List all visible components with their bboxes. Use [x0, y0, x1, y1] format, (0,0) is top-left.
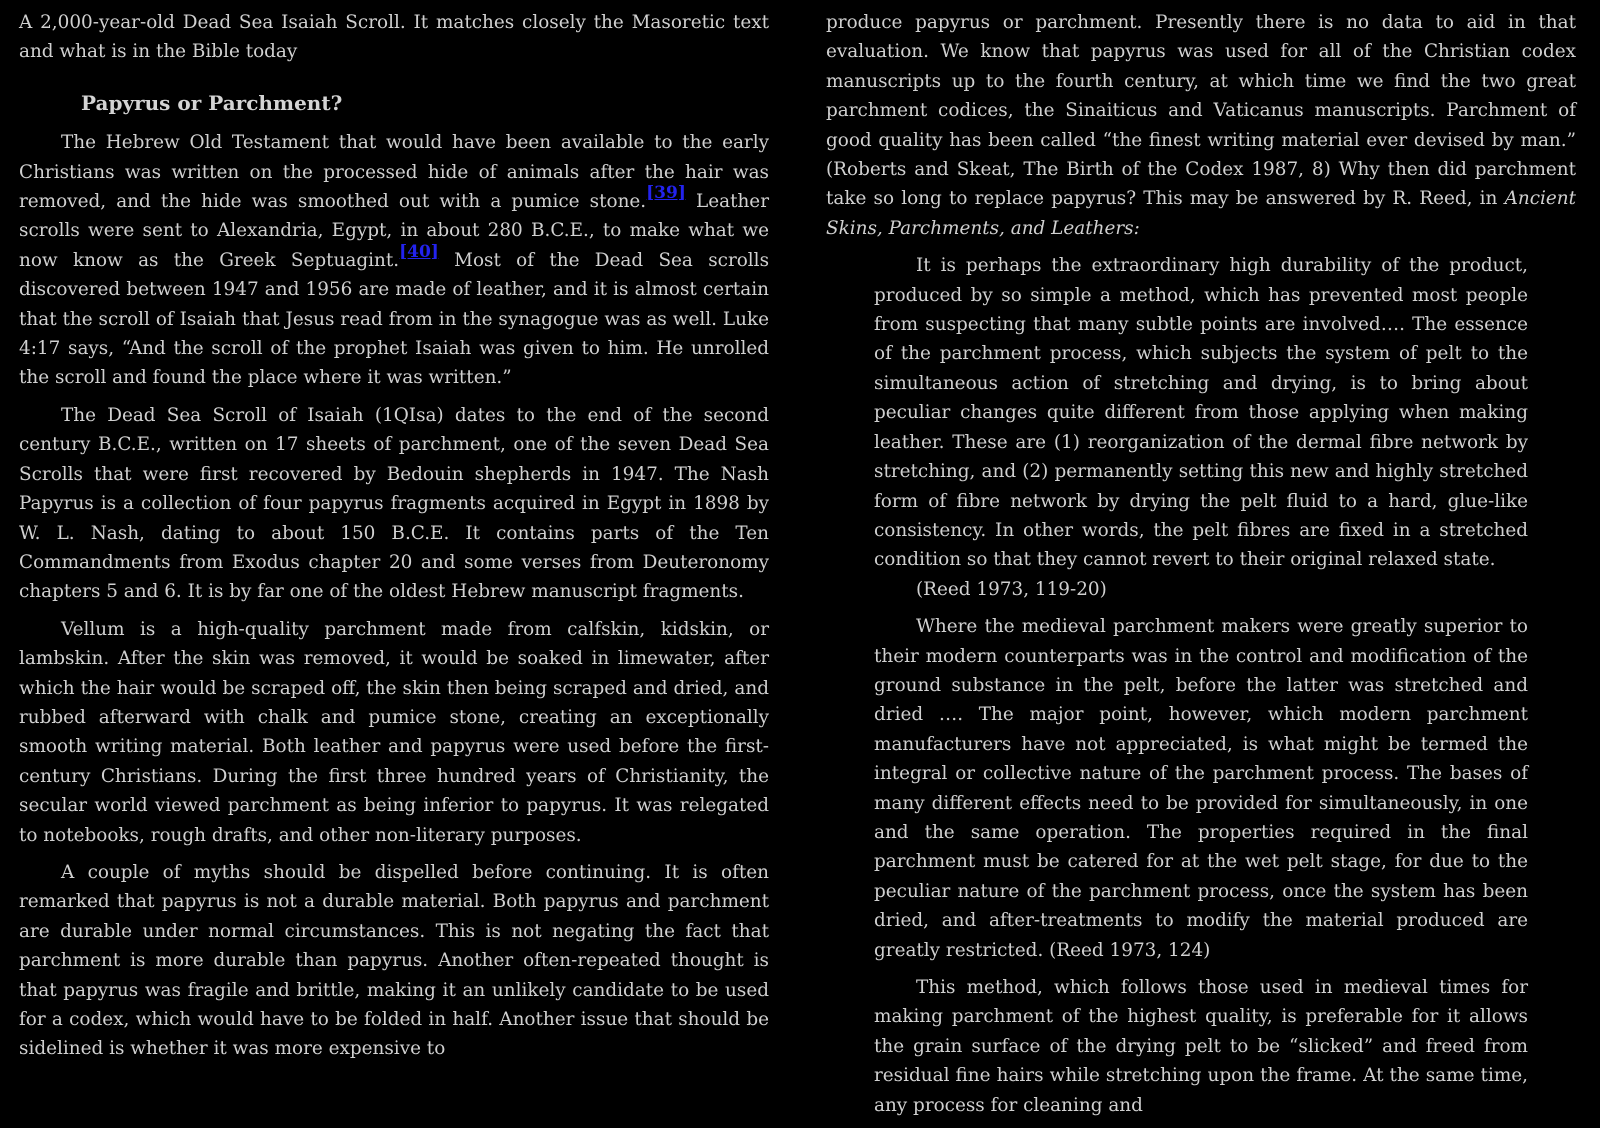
quote-paragraph: This method, which follows those used in medieval times for making parchment of the highest quality, is preferable for it allows the grain surface of the drying pelt to be “slicked” and freed from residual fine hairs while stretching upon the frame. At the same time, any process for cleaning and: [874, 977, 1528, 1116]
paragraph-text: Most of the Dead Sea scrolls discovered between 1947 and 1956 are made of leather, and it is almost certain that the scroll of Isaiah that Jesus read from in the synagogue was as well. Luke 4:17 says, “And the scroll of the prophet Isaiah was given to him. He unrolled the scroll and found the place where it was written.”: [19, 249, 770, 389]
quote-citation: (Reed 1973, 119-20): [916, 578, 1107, 600]
quote-citation: (Reed 1973, 124): [1043, 939, 1211, 961]
book-title: Ancient Skins, Parchments, and Leathers:: [826, 188, 1576, 239]
paragraph: Vellum is a high-quality parchment made from calfskin, kidskin, or lambskin. After the skin was removed, it would be soaked in limewater, after which the hair would be scraped off, the skin then being scraped and dried, and rubbed afterward with chalk and pumice stone, creating an exceptionally smooth writing material. Both leather and papyrus were used before the first-century Christians. During the first three hundred years of Christianity, the secular world viewed parchment as being inferior to papyrus. It was relegated to notebooks, rough drafts, and other non-literary purposes.: [19, 618, 769, 846]
right-column: [826, 8, 1576, 1128]
paragraph: [826, 8, 1576, 243]
left-column: [19, 8, 769, 1072]
quote-paragraph: [874, 251, 1528, 604]
paragraph: A couple of myths should be dispelled before continuing. It is often remarked that papyrus is not a durable material. Both papyrus and parchment are durable under normal circumstances. This is not negating the fact that parchment is more durable than papyrus. Another often-repeated thought is that papyrus was fragile and brittle, making it an unlikely candidate to be used for a codex, which would have to be folded in half. Another issue that should be sidelined is whether it was more expensive to: [19, 861, 769, 1060]
block-quote: [874, 251, 1528, 1120]
footnote-link-39[interactable]: [39]: [646, 183, 686, 204]
section-heading: Papyrus or Parchment?: [81, 90, 343, 115]
paragraph-text: produce papyrus or parchment. Presently there is no data to aid in that evaluation. We know that papyrus was used for all of the Christian codex manuscripts up to the fourth century, at which time we find the two great parchment codices, the Sinaiticus and Vaticanus manuscripts. Parchment of good quality has been called “the finest writing material ever devised by man.” (Roberts and Skeat, The Birth of the Codex 1987, 8) Why then did parchment take so long to replace papyrus? This may be answered by R. Reed, in: [826, 12, 1576, 210]
quote-text: It is perhaps the extraordinary high durability of the product, produced by so simple a method, which has prevented most people from suspecting that many subtle points are involved…. The essence of the parchment process, which subjects the system of pelt to the simultaneous action of stretching and drying, is to bring about peculiar changes quite different from those applying when making leather. These are (1) reorganization of the dermal fibre network by stretching, and (2) permanently setting this new and highly stretched form of fibre network by drying the pelt fluid to a hard, glue-like consistency. In other words, the pelt fibres are fixed in a stretched condition so that they cannot revert to their original relaxed state.: [874, 255, 1528, 571]
quote-text: Where the medieval parchment makers were greatly superior to their modern counterparts was in the control and modification of the ground substance in the pelt, before the latter was stretched and dried …. The major point, however, which modern parchment manufacturers have not appreciated, is what might be termed the integral or collective nature of the parchment process. The bases of many different effects need to be provided for simultaneously, in one and the same operation. The properties required in the final parchment must be catered for at the wet pelt stage, for due to the peculiar nature of the parchment process, once the system has been dried, and after-treatments to modify the material produced are greatly restricted.: [874, 616, 1528, 961]
paragraph-text: The Hebrew Old Testament that would have been available to the early Christians was written on the processed hide of animals after the hair was removed, and the hide was smoothed out with a pumice stone.: [19, 132, 769, 213]
paragraph: The Dead Sea Scroll of Isaiah (1QIsa) dates to the end of the second century B.C.E., written on 17 sheets of parchment, one of the seven Dead Sea Scrolls that were first recovered by Bedouin shepherds in 1947. The Nash Papyrus is a collection of four papyrus fragments acquired in Egypt in 1898 by W. L. Nash, dating to about 150 B.C.E. It contains parts of the Ten Commandments from Exodus chapter 20 and some verses from Deuteronomy chapters 5 and 6. It is by far one of the oldest Hebrew manuscript fragments.: [19, 404, 769, 603]
footnote-link-40[interactable]: [40]: [399, 241, 439, 262]
paragraph-text: Leather scrolls were sent to Alexandria, Egypt, in about 280 B.C.E., to make what we now know as the Greek Septuagint.: [19, 191, 769, 271]
image-caption: A 2,000-year-old Dead Sea Isaiah Scroll. It matches closely the Masoretic text and what is in the Bible today: [19, 12, 769, 63]
paragraph: [19, 128, 769, 393]
quote-paragraph: [874, 612, 1528, 965]
